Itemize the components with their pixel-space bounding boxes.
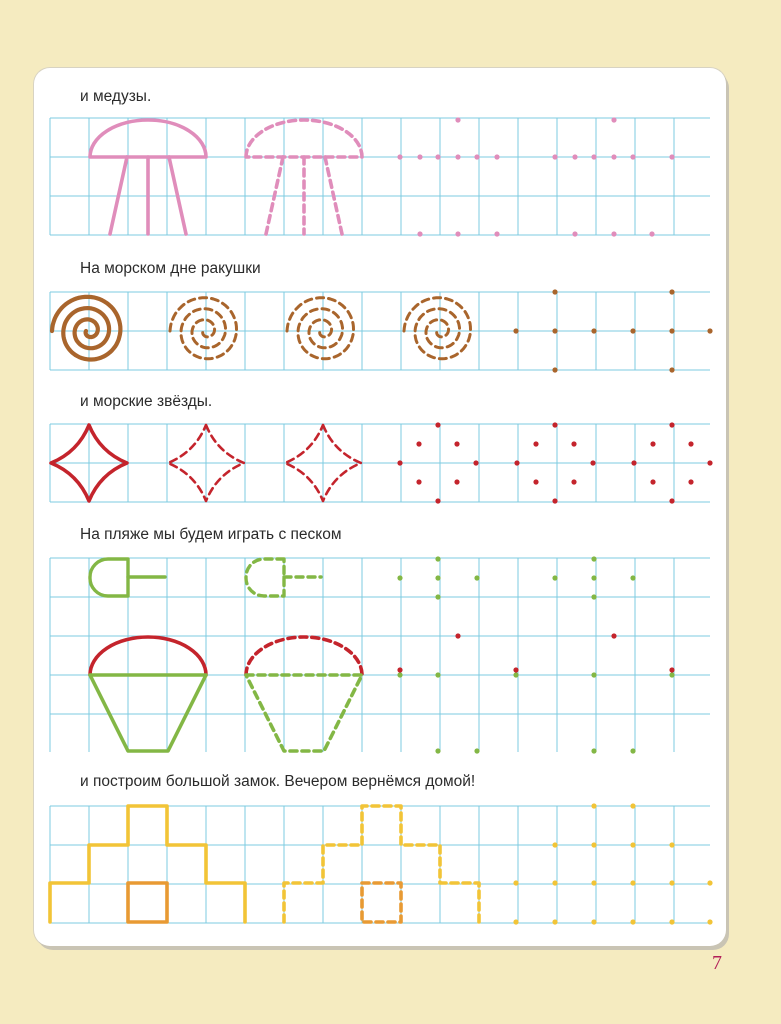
guide-dot bbox=[669, 919, 674, 924]
guide-dot bbox=[669, 367, 674, 372]
guide-dot bbox=[513, 919, 518, 924]
guide-dot bbox=[454, 441, 459, 446]
guide-dot bbox=[552, 367, 557, 372]
tracing-figures bbox=[50, 117, 713, 924]
text-line-stars: и морские звёзды. bbox=[80, 393, 213, 410]
page-number: 7 bbox=[712, 952, 722, 974]
guide-dot bbox=[455, 154, 460, 159]
guide-dot bbox=[649, 231, 654, 236]
guide-dot bbox=[669, 328, 674, 333]
guide-dot bbox=[572, 231, 577, 236]
guide-dot bbox=[552, 919, 557, 924]
guide-dot bbox=[474, 575, 479, 580]
guide-dot bbox=[631, 460, 636, 465]
castle-trace bbox=[284, 806, 479, 922]
guide-dot bbox=[552, 498, 557, 503]
guide-dot bbox=[669, 672, 674, 677]
guide-dot bbox=[590, 460, 595, 465]
castle-sample bbox=[50, 806, 245, 922]
grid-sand bbox=[50, 558, 710, 752]
guide-dot bbox=[397, 667, 402, 672]
guide-dot bbox=[591, 880, 596, 885]
guide-dot bbox=[669, 154, 674, 159]
guide-dot bbox=[514, 460, 519, 465]
guide-dot bbox=[650, 441, 655, 446]
text-line-sand: На пляже мы будем играть с песком bbox=[80, 526, 342, 543]
guide-dot bbox=[397, 154, 402, 159]
guide-dot bbox=[630, 328, 635, 333]
text-line-shells: На морском дне ракушки bbox=[80, 260, 261, 277]
guide-dot bbox=[494, 231, 499, 236]
castle-door bbox=[128, 883, 167, 922]
bucket-handle-arc bbox=[90, 637, 206, 675]
guide-dot bbox=[397, 575, 402, 580]
guide-dot bbox=[591, 803, 596, 808]
guide-dot bbox=[669, 422, 674, 427]
bucket-trace-body bbox=[246, 675, 362, 751]
bucket-trace-top bbox=[246, 637, 362, 675]
guide-dot bbox=[707, 880, 712, 885]
guide-dot bbox=[397, 460, 402, 465]
guide-dot bbox=[454, 479, 459, 484]
guide-dot bbox=[455, 231, 460, 236]
guide-dot bbox=[591, 672, 596, 677]
guide-dot bbox=[435, 154, 440, 159]
text-line-jellyfish: и медузы. bbox=[80, 88, 152, 105]
guide-dot bbox=[707, 460, 712, 465]
guide-dot bbox=[435, 498, 440, 503]
guide-dot bbox=[513, 667, 518, 672]
guide-dot bbox=[435, 575, 440, 580]
shell-trace-3 bbox=[404, 298, 471, 359]
guide-dot bbox=[552, 842, 557, 847]
bucket-sample-top bbox=[90, 637, 206, 675]
castle-trace-door bbox=[362, 883, 401, 922]
shell-sample bbox=[52, 297, 120, 360]
guide-dot bbox=[571, 441, 576, 446]
guide-dot bbox=[435, 422, 440, 427]
guide-dot bbox=[474, 748, 479, 753]
guide-dot bbox=[591, 575, 596, 580]
guide-dot bbox=[591, 154, 596, 159]
spade-head bbox=[246, 559, 284, 596]
guide-dot bbox=[630, 748, 635, 753]
bucket-sample-body bbox=[90, 675, 206, 751]
text-line-castle: и построим большой замок. Вечером вернёмся домой! bbox=[80, 773, 476, 790]
bucket-body bbox=[90, 675, 206, 751]
guide-dot bbox=[474, 154, 479, 159]
jellyfish-trace bbox=[246, 120, 362, 234]
guide-dot bbox=[435, 556, 440, 561]
guide-dot bbox=[669, 667, 674, 672]
shell-spiral bbox=[404, 298, 471, 359]
spade-head bbox=[90, 559, 128, 596]
guide-dot bbox=[591, 594, 596, 599]
guide-dot bbox=[591, 556, 596, 561]
spade-trace bbox=[246, 559, 321, 596]
grid-stars bbox=[50, 424, 710, 502]
bucket-handle-arc bbox=[246, 637, 362, 675]
guide-dot bbox=[707, 328, 712, 333]
grid-shells bbox=[50, 292, 710, 370]
jellyfish-dots-1 bbox=[397, 117, 499, 236]
guide-dot bbox=[630, 919, 635, 924]
guide-dot bbox=[417, 154, 422, 159]
jellyfish-dots-2 bbox=[552, 117, 674, 236]
guide-dot bbox=[630, 154, 635, 159]
guide-dot bbox=[611, 117, 616, 122]
guide-dot bbox=[513, 328, 518, 333]
guide-dot bbox=[591, 328, 596, 333]
castle-sample-door bbox=[128, 883, 167, 922]
guide-dot bbox=[688, 479, 693, 484]
shell-spiral bbox=[52, 297, 120, 360]
castle-door bbox=[362, 883, 401, 922]
guide-dot bbox=[669, 498, 674, 503]
guide-dot bbox=[630, 803, 635, 808]
guide-dot bbox=[688, 441, 693, 446]
guide-dot bbox=[435, 594, 440, 599]
guide-dot bbox=[630, 575, 635, 580]
guide-dot bbox=[435, 748, 440, 753]
bucket-body bbox=[246, 675, 362, 751]
shell-trace-1 bbox=[170, 298, 237, 359]
tracing-grids bbox=[50, 118, 710, 923]
castle-outline bbox=[50, 806, 245, 922]
guide-dot bbox=[552, 289, 557, 294]
guide-dot bbox=[552, 154, 557, 159]
guide-dot bbox=[669, 289, 674, 294]
guide-dot bbox=[533, 479, 538, 484]
guide-dot bbox=[552, 575, 557, 580]
guide-dot bbox=[591, 748, 596, 753]
sand-red-dots bbox=[397, 633, 674, 672]
castle-outline bbox=[284, 806, 479, 922]
guide-dot bbox=[455, 117, 460, 122]
jellyfish-bell bbox=[246, 120, 362, 157]
castle-dots bbox=[513, 803, 712, 924]
guide-dot bbox=[630, 842, 635, 847]
guide-dot bbox=[669, 842, 674, 847]
guide-dot bbox=[473, 460, 478, 465]
shell-spiral bbox=[287, 298, 354, 359]
guide-dot bbox=[552, 328, 557, 333]
shell-spiral bbox=[170, 298, 237, 359]
guide-dot bbox=[416, 479, 421, 484]
guide-dot bbox=[552, 422, 557, 427]
guide-dot bbox=[572, 154, 577, 159]
sand-green-dots bbox=[397, 556, 674, 753]
guide-dot bbox=[611, 633, 616, 638]
guide-dot bbox=[455, 633, 460, 638]
guide-dot bbox=[513, 880, 518, 885]
guide-dot bbox=[669, 880, 674, 885]
guide-dot bbox=[591, 842, 596, 847]
guide-dot bbox=[611, 154, 616, 159]
guide-dot bbox=[435, 672, 440, 677]
guide-dot bbox=[650, 479, 655, 484]
guide-dot bbox=[630, 880, 635, 885]
spade-sample bbox=[90, 559, 165, 596]
guide-dot bbox=[416, 441, 421, 446]
guide-dot bbox=[611, 231, 616, 236]
guide-dot bbox=[417, 231, 422, 236]
grid-castle bbox=[50, 806, 710, 923]
guide-dot bbox=[707, 919, 712, 924]
guide-dot bbox=[533, 441, 538, 446]
jellyfish-sample bbox=[90, 120, 206, 234]
guide-dot bbox=[552, 880, 557, 885]
jellyfish-bell bbox=[90, 120, 206, 157]
guide-dot bbox=[591, 919, 596, 924]
guide-dot bbox=[397, 672, 402, 677]
guide-dot bbox=[571, 479, 576, 484]
shell-trace-2 bbox=[287, 298, 354, 359]
guide-dot bbox=[494, 154, 499, 159]
guide-dot bbox=[513, 672, 518, 677]
